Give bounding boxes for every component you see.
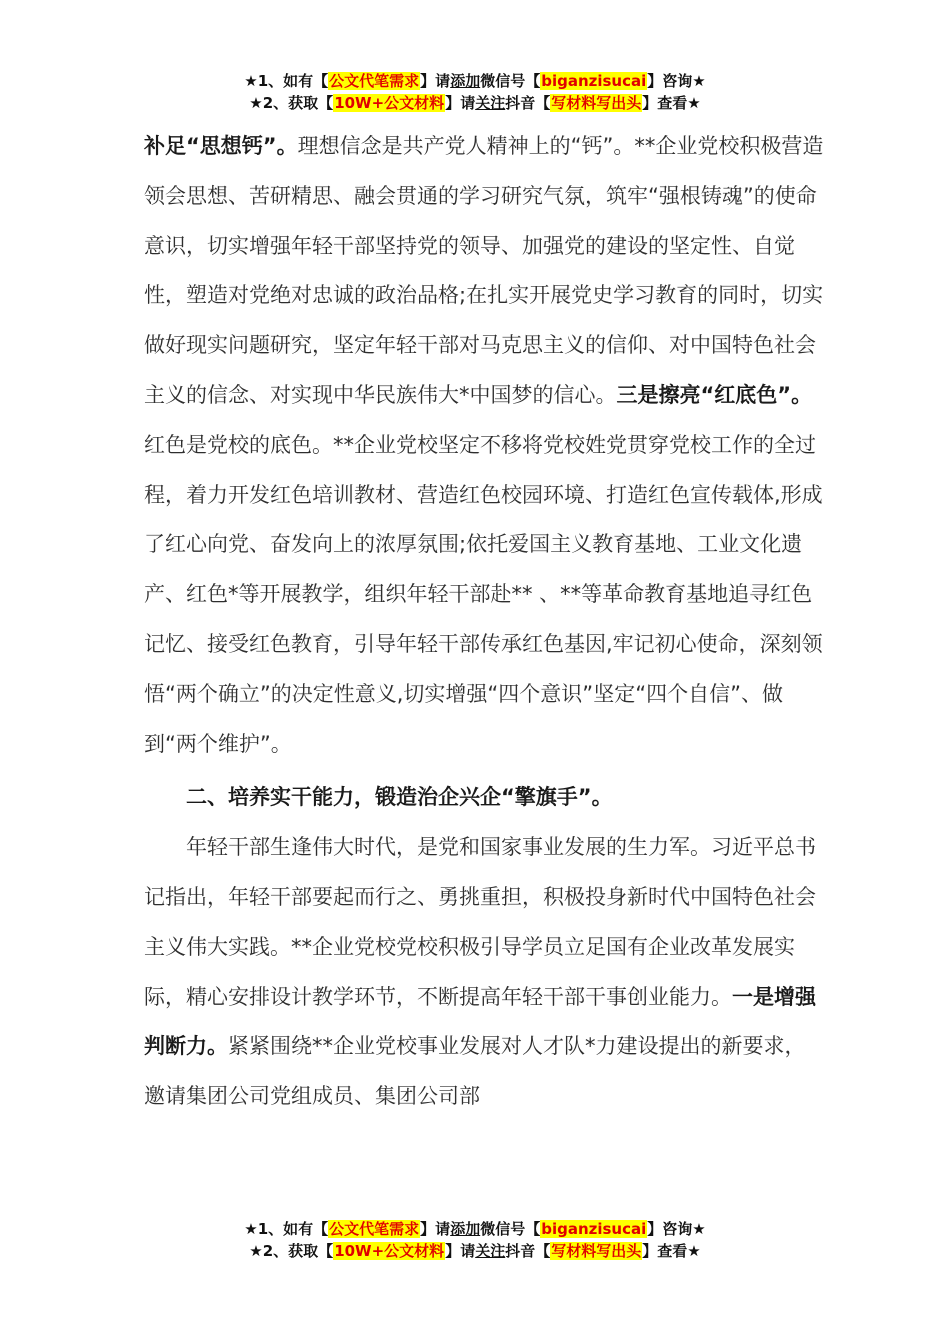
promo-banner-bottom bbox=[0, 1218, 950, 1262]
promo-text: 】咨询★ bbox=[647, 72, 706, 90]
promo-text: 】查看★ bbox=[642, 1242, 701, 1260]
promo-banner-top bbox=[0, 70, 950, 114]
paragraph-practical-ability bbox=[144, 823, 824, 1122]
promo-highlight: 10W+公文材料 bbox=[334, 1242, 445, 1260]
promo-text: ★1、如有【 bbox=[244, 1220, 329, 1238]
paragraph-text: 红色是党校的底色。**企业党校坚定不移将党校姓党贯穿党校工作的全过程，着力开发红色培训教材、营造红色校园环境、打造红色宣传载体,形成了红心向党、奋发向上的浓厚氛围;依托爱国主义教育基地、工业文化遗产、红色*等开展教学，组织年轻干部赴** 、**等革命教育基地追寻红色记忆、接受红色教育，引导年轻干部传承红色基因,牢记初心使命，深刻领悟“两个确立”的决定性意义,切实增强“四个意识”坚定“四个自信”、做到“两个维护”。 bbox=[144, 432, 823, 756]
bold-lead: 补足“思想钙”。 bbox=[144, 134, 298, 158]
paragraph-text: 紧紧围绕**企业党校事业发展对人才队*力建设提出的新要求，邀请集团公司党组成员、集团公司部 bbox=[144, 1034, 806, 1109]
promo-highlight: 10W+公文材料 bbox=[334, 94, 445, 112]
promo-line-1 bbox=[0, 70, 950, 92]
promo-highlight: 写材料写出头 bbox=[551, 94, 642, 112]
promo-text: 】请 bbox=[420, 72, 451, 90]
paragraph-text: 年轻干部生逢伟大时代，是党和国家事业发展的生力军。习近平总书记指出，年轻干部要起而行之、勇挑重担，积极投身新时代中国特色社会主义伟大实践。**企业党校党校积极引导学员立足国有企业改革发展实际，精心安排设计教学环节，不断提高年轻干部干事创业能力。 bbox=[144, 835, 816, 1009]
promo-highlight: 公文代笔需求 bbox=[329, 1220, 420, 1238]
bold-lead: 三是擦亮“红底色”。 bbox=[616, 382, 813, 407]
promo-underline: 关注 bbox=[475, 1242, 506, 1260]
promo-highlight: 写材料写出头 bbox=[551, 1242, 642, 1260]
paragraph-text: 理想信念是共产党人精神上的“钙”。**企业党校积极营造领会思想、苦研精思、融会贯通的学习研究气氛，筑牢“强根铸魂”的使命意识，切实增强年轻干部坚持党的领导、加强党的建设的坚定性、自觉性，塑造对党绝对忠诚的政治品格;在扎实开展党史学习教育的同时，切实做好现实问题研究，坚定年轻干部对马克思主义的信仰、对中国特色社会主义的信念、对实现中华民族伟大*中国梦的信心。 bbox=[144, 134, 824, 407]
promo-highlight: 公文代笔需求 bbox=[329, 72, 420, 90]
promo-underline: 添加 bbox=[450, 72, 481, 90]
promo-line-2 bbox=[0, 1240, 950, 1262]
document-body bbox=[144, 122, 824, 1122]
promo-text: 微信号【 bbox=[480, 72, 541, 90]
promo-text: 】咨询★ bbox=[647, 1220, 706, 1238]
paragraph-thought-calcium bbox=[144, 122, 824, 769]
section-heading: 二、培养实干能力，锻造治企兴企“擎旗手”。 bbox=[186, 785, 613, 810]
promo-text: ★2、获取【 bbox=[249, 94, 334, 112]
promo-line-1 bbox=[0, 1218, 950, 1240]
promo-text: 】请 bbox=[420, 1220, 451, 1238]
bold-lead: 一是增强判断力。 bbox=[144, 984, 816, 1059]
promo-line-2 bbox=[0, 92, 950, 114]
promo-text: 】请 bbox=[445, 94, 476, 112]
promo-text: 抖音【 bbox=[505, 1242, 551, 1260]
promo-text: 】查看★ bbox=[642, 94, 701, 112]
promo-underline: 关注 bbox=[475, 94, 506, 112]
promo-text: 】请 bbox=[445, 1242, 476, 1260]
promo-highlight: biganzisucai bbox=[541, 72, 647, 90]
promo-text: 微信号【 bbox=[480, 1220, 541, 1238]
promo-highlight: biganzisucai bbox=[541, 1220, 647, 1238]
promo-text: ★1、如有【 bbox=[244, 72, 329, 90]
promo-text: 抖音【 bbox=[505, 94, 551, 112]
promo-text: ★2、获取【 bbox=[249, 1242, 334, 1260]
promo-underline: 添加 bbox=[450, 1220, 481, 1238]
